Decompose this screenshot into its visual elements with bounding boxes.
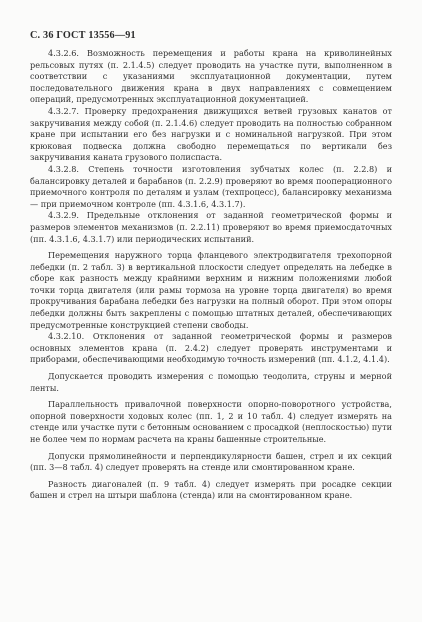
paragraph-theodolite: Допускается проводить измерения с помощью теодолита, струны и мерной ленты.	[30, 371, 392, 393]
paragraph-4-3-2-8: 4.3.2.8. Степень точности изготовления зубчатых колес (п. 2.2.8) и балансировку деталей и барабанов (п. 2.2.9) проверяют во время пооперационного приемочного контроля по деталям и узлам (техпроцесс), балансировку механизма — при приемочном контроле (пп. 4.3.1.6, 4.3.1.7).	[30, 163, 392, 209]
paragraph-4-3-2-7: 4.3.2.7. Проверку предохранения движущихся ветвей грузовых канатов от закручивания между собой (п. 2.1.4.6) следует проводить на полностью собранном кране при испытании его без нагрузки и с номинальной нагрузкой. При этом крюковая подвеска должна свободно перемещаться по вертикали без закручивания каната грузового полиспаста.	[30, 105, 392, 163]
paragraph-motor-displacement: Перемещения наружного торца фланцевого электродвигателя трехопорной лебедки (п. 2 табл. 3) в вертикальной плоскости следует определять на лебедке в сборе как разность между крайними верхним и нижним положениями любой точки торца двигателя (или рамы тормоза на уровне торца двигателя) во время прокручивания барабана лебедки без нагрузки на полный оборот. При этом опоры лебедки должны быть закреплены с помощью штатных деталей, обеспечивающих предусмотренные конструкцией степени свободы.	[30, 250, 392, 330]
document-body	[30, 48, 392, 502]
paragraph-diagonals: Разность диагоналей (п. 9 табл. 4) следует измерять при росадке секции башен и стрел на штыри шаблона (стенда) или на смонтированном кране.	[30, 478, 392, 501]
page-header: С. 36 ГОСТ 13556—91	[30, 30, 136, 41]
paragraph-4-3-2-10: 4.3.2.10. Отклонения от заданной геометрической формы и размеров основных элементов крана (п. 2.4.2) следует проверять инструментами и приборами, обеспечивающими необходимую точность измерений (пп. 4.1.2, 4.1.4).	[30, 331, 392, 365]
paragraph-parallelism: Параллельность привалочной поверхности опорно-поворотного устройства, опорной поверхности ходовых колес (пп. 1, 2 и 10 табл. 4) следует измерять на стенде или участке пути с бетонным основанием с просадкой (неплоскостью) пути не более чем по нормам расчета на краны башенные строительные.	[30, 399, 392, 444]
paragraph-4-3-2-9: 4.3.2.9. Предельные отклонения от заданной геометрической формы и размеров элементов механизмов (п. 2.2.11) проверяют во время приемосдаточных (пп. 4.3.1.6, 4.3.1.7) или периодических испытаний.	[30, 210, 392, 244]
paragraph-4-3-2-6: 4.3.2.6. Возможность перемещения и работы крана на криволинейных рельсовых путях (п. 2.1.4.5) следует проводить на участке пути, выполненном в соответствии с указаниями эксплуатационной документации, путем последовательного движения крана в двух направлениях с совмещением операций, предусмотренных эксплуатационной документацией.	[30, 48, 392, 105]
paragraph-straightness: Допуски прямолинейности и перпендикулярности башен, стрел и их секций (пп. 3—8 табл. 4) следует проверять на стенде или смонтированном кране.	[30, 450, 392, 473]
